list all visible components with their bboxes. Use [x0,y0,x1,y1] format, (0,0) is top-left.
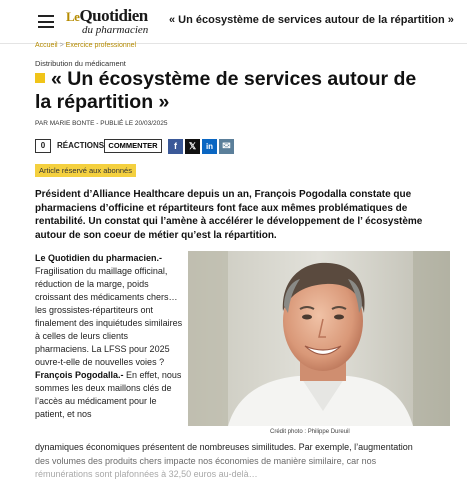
headline-text: « Un écosystème de services autour de la répartition » [35,68,417,113]
question-text: Fragilisation du maillage officinal, réduction de la marge, poids croissant des médicaments chers… les grossistes-répartiteurs ont finalement des inquiétudes similaires à celles de leurs clients pharmaciens. La LFSS pour 2025 ouvre-t-elle de nouvelles voies ? [35,266,183,367]
photo-caption: Crédit photo : Philippe Dureuil [270,429,350,435]
email-icon[interactable]: ✉ [219,139,234,154]
portrait-image [188,251,450,426]
menu-icon[interactable] [38,15,54,28]
x-icon[interactable]: 𝕏 [185,139,200,154]
body-line-1: dynamiques économiques présentent de nombreuses similitudes. Par exemple, l’augmentation [35,442,413,452]
article-byline: PAR MARIE BONTE - PUBLIÉ LE 20/03/2025 [35,120,168,127]
header-article-title: « Un écosystème de services autour de la répartition » [169,14,454,26]
site-logo[interactable] [66,7,158,37]
body-line-3: rémunérations sont plafonnées à 32,50 euros au-delà… [35,469,258,479]
article-category[interactable]: Distribution du médicament [35,59,126,68]
reactions-label[interactable]: RÉACTIONS [57,141,105,150]
logo-main-text: Quotidien [79,6,148,25]
breadcrumb [35,42,136,49]
comment-button[interactable]: COMMENTER [104,139,162,153]
breadcrumb-home[interactable]: Accueil [35,42,58,49]
logo-sub-text: du pharmacien [82,24,149,36]
article-headline [35,68,435,114]
article-lead: Président d’Alliance Healthcare depuis un an, François Pogodalla constate que pharmaciens d’officine et répartiteurs font face aux mêmes problématiques de rentabilité. Un constat qui l’amène à accélérer le développement de l’ écosystème autour de son coeur de métier qu’est la répartition. [35,189,423,241]
linkedin-icon[interactable]: in [202,139,217,154]
logo-le-text: Le [66,9,80,24]
question-speaker: Le Quotidien du pharmacien.- [35,253,163,263]
breadcrumb-separator: > [59,42,64,49]
body-line-2: des volumes des produits chers impacte nos économies de manière similaire, car nos [35,455,377,466]
answer-speaker: François Pogodalla.- [35,370,124,380]
subscriber-badge: Article réservé aux abonnés [35,164,136,177]
reactions-count: 0 [35,139,51,153]
top-bar [0,0,467,44]
article-photo [188,251,450,426]
breadcrumb-section[interactable]: Exercice professionnel [65,42,137,49]
facebook-icon[interactable]: f [168,139,183,154]
interview-column-text [35,252,183,421]
answer-text-column: En effet, nous sommes les deux maillons clés de l’accès au médicament pour le patient, et nos [35,370,182,419]
headline-square-icon [35,73,45,83]
article-body-full [35,441,455,482]
